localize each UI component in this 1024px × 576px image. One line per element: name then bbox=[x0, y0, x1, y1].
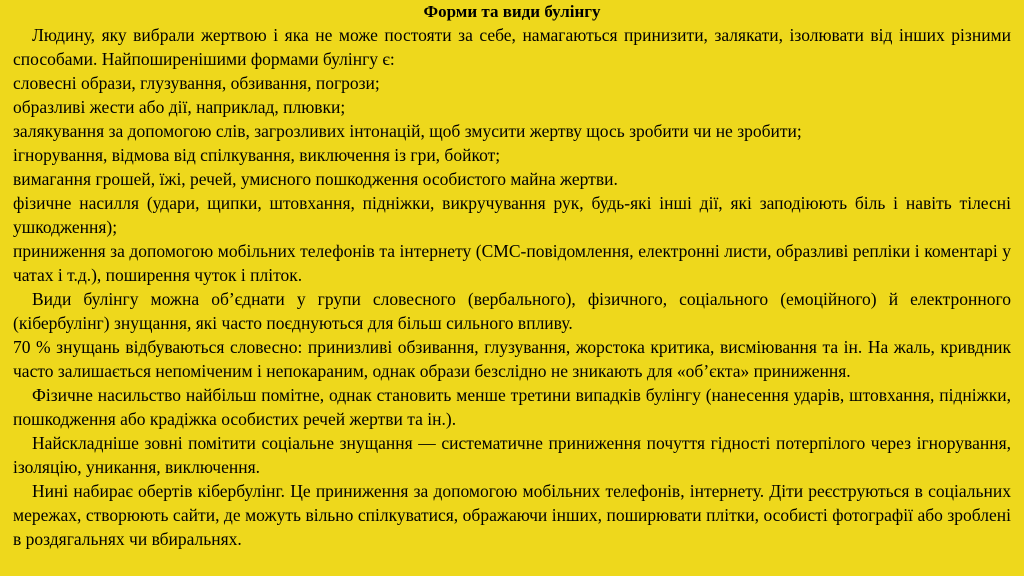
paragraph-verbal: 70 % знущань відбуваються словесно: принизливі обзивання, глузування, жорстока критика, висміювання та ін. На жаль, кривдник часто залишається непоміченим і непокараним, однак образи безслідно не зникають для «об’єкта» приниження. bbox=[13, 337, 1011, 381]
document-body bbox=[13, 23, 1011, 551]
paragraph-cyberbullying: Нині набирає обертів кібербулінг. Це приниження за допомогою мобільних телефонів, інтернету. Діти реєструються в соціальних мережах, створюють сайти, де можуть вільно спілкуватися, ображаючи інших, поширювати плітки, особисті фотографії або зроблені в роздягальнях чи вбиральнях. bbox=[13, 481, 1011, 549]
list-item-cyber-humiliation: приниження за допомогою мобільних телефонів та інтернету (СМС-повідомлення, електронні листи, образливі репліки і коментарі у чатах і т.д.), поширення чуток і пліток. bbox=[13, 241, 1011, 285]
paragraph-social: Найскладніше зовні помітити соціальне знущання — систематичне приниження почуття гідності потерпілого через ігнорування, ізоляцію, уникання, виключення. bbox=[13, 433, 1011, 477]
list-item-intimidation: залякування за допомогою слів, загрозливих інтонацій, щоб змусити жертву щось зробити чи не зробити; bbox=[13, 121, 802, 141]
paragraph-types: Види булінгу можна об’єднати у групи словесного (вербального), фізичного, соціального (емоційного) й електронного (кібербулінг) знущання, які часто поєднуються для більш сильного впливу. bbox=[13, 289, 1011, 333]
list-item-ignoring: ігнорування, відмова від спілкування, виключення із гри, бойкот; bbox=[13, 145, 501, 165]
list-item-offensive-gestures: образливі жести або дії, наприклад, плювки; bbox=[13, 97, 346, 117]
list-item-extortion: вимагання грошей, їжі, речей, умисного пошкодження особистого майна жертви. bbox=[13, 169, 618, 189]
paragraph-intro: Людину, яку вибрали жертвою і яка не може постояти за себе, намагаються принизити, залякати, ізолювати від інших різними способами. Найпоширенішими формами булінгу є: bbox=[13, 25, 1011, 69]
paragraph-physical: Фізичне насильство найбільш помітне, однак становить менше третини випадків булінгу (нанесення ударів, штовхання, підніжки, пошкодження або крадіжка особистих речей жертви та ін.). bbox=[13, 385, 1011, 429]
page-title: Форми та види булінгу bbox=[423, 2, 601, 21]
list-item-verbal-insults: словесні образи, глузування, обзивання, погрози; bbox=[13, 73, 380, 93]
list-item-physical-violence: фізичне насилля (удари, щипки, штовхання, підніжки, викручування рук, будь-які інші дії, які заподіюють біль і навіть тілесні ушкодження); bbox=[13, 193, 1011, 237]
